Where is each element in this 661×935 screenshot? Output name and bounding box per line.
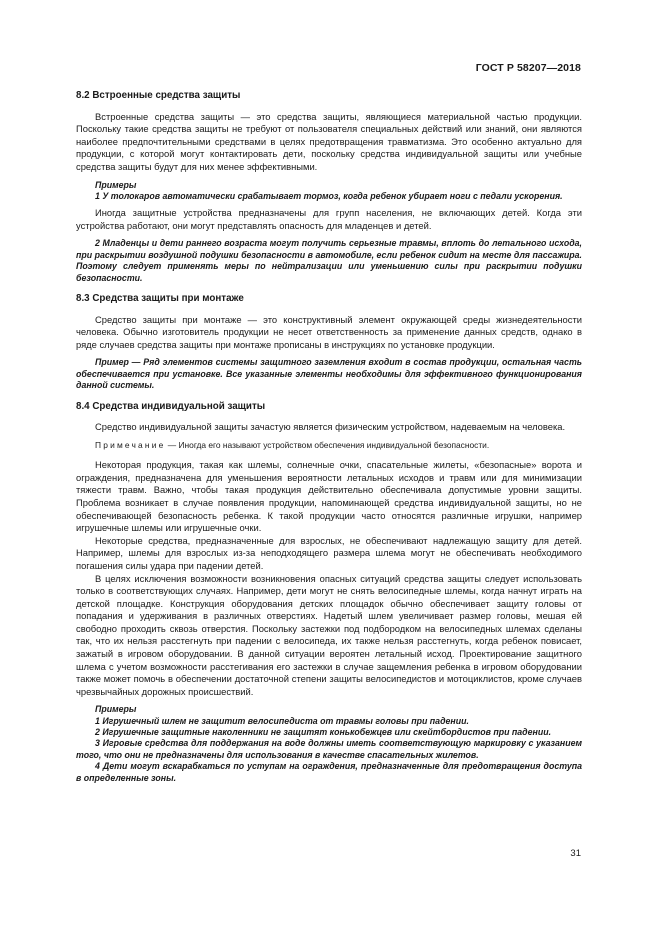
note — [76, 440, 582, 451]
section-heading: 8.2 Встроенные средства защиты — [76, 90, 241, 101]
example-item: 4 Дети могут вскарабкаться по уступам на ограждения, предназначенные для предотвращения доступа в определенные зоны. — [76, 761, 582, 783]
paragraph: Некоторая продукция, такая как шлемы, солнечные очки, спасательные жилеты, «безопасные» ворота и ограждения, предназначена для уменьшения вероятности летальных исходов и травм или для минимизации тяжести травм. Важно, чтобы такая продукция действительно обеспечивала допустимые уровни защиты. Проблема возникает в случае появления продукции, напоминающей средства индивидуальной защиты, но не обеспечивающей безопасность ребенка. К такой продукции часто относятся различные игрушки, например игрушечные шлемы или игрушечные очки. — [76, 459, 582, 534]
paragraph: Встроенные средства защиты — это средства защиты, являющиеся материальной частью продукции. Поскольку такие средства защиты не требуют от пользователя специальных действий или знаний, они являются наиболее предпочтительными средствами в целях предотвращения травматизма. Это особенно актуально для продукции, с которой могут контактировать дети, поскольку средства индивидуальной защиты или учебные средства защиты будут для них менее эффективными. — [76, 110, 582, 172]
section-heading: 8.3 Средства защиты при монтаже — [76, 292, 244, 304]
example-item: Пример — Ряд элементов системы защитного заземления входит в состав продукции, остальная часть обеспечивается при установке. Все указанные элементы необходимы для эффективного функционирования данной системы. — [76, 357, 582, 391]
section-8-4 — [76, 401, 582, 785]
paragraph: Средство индивидуальной защиты зачастую является физическим устройством, надеваемым на человека. — [95, 421, 566, 433]
note-text: — Иногда его называют устройством обеспечения индивидуальной безопасности. — [165, 439, 490, 450]
paragraph: Средство защиты при монтаже — это конструктивный элемент окружающей среды жизнедеятельности человека. Обычно изготовитель продукции не несет ответственность за применение данных средств, однако в ряде случаев средства защиты при монтаже прописаны в инструкциях по установке продукции. — [76, 313, 582, 350]
paragraph: В целях исключения возможности возникновения опасных ситуаций средства защиты следует использовать только в соответствующих случаях. Например, дети могут не снять велосипедные шлемы, когда начнут играть на детской площадке. Конструкция оборудования детских площадок обычно обеспечивает защиту головы от попадания и удерживания в различных отверстиях. Надетый шлем увеличивает размер головы, мешая ей свободно проходить сквозь отверстия. Поскольку застежки под подбородком на велосипедных шлемах сделаны так, что их нельзя расстегнуть при падении с велосипеда, их также нельзя расстегнуть, когда ребенок повисает, зажатый в игровом оборудовании. В данной ситуации вероятен летальный исход. Проектирование защитного шлема с учетом возможности расстегивания его застежки в случае защемления ребенка в игровом оборудовании также может помочь в обеспечении достаточной степени защиты велосипедистов и мотоциклистов, кроме случаев чрезвычайных дорожных происшествий. — [76, 572, 582, 697]
section-8-2 — [76, 90, 582, 284]
examples-title: Примеры — [95, 704, 137, 715]
example-item: 3 Игровые средства для поддержания на воде должны иметь соответствующую маркировку с указанием того, что они не предназначены для использования в качестве спасательных жилетов. — [76, 738, 582, 760]
section-8-3 — [76, 293, 582, 392]
page-number: 31 — [570, 848, 581, 859]
standard-number: ГОСТ Р 58207—2018 — [475, 62, 581, 74]
examples-title: Примеры — [95, 179, 137, 190]
note-label: Примечание — [95, 439, 166, 450]
example-item: 2 Игрушечные защитные наколенники не защитят конькобежцев или скейтбордистов при падении. — [95, 727, 552, 738]
section-heading: 8.4 Средства индивидуальной защиты — [76, 400, 266, 412]
example-item: 1 У толокаров автоматически срабатывает тормоз, когда ребенок убирает ноги с педали ускорения. — [95, 190, 563, 201]
example-item: 2 Младенцы и дети раннего возраста могут получить серьезные травмы, вплоть до летального исхода, при раскрытии воздушной подушки безопасности в автомобиле, если ребенок сидит на месте для пассажира. Поэтому следует применять меры по нейтрализации или уменьшению силы при раскрытии подушки безопасности. — [76, 238, 582, 283]
paragraph: Иногда защитные устройства предназначены для групп населения, не включающих детей. Когда эти устройства работают, они могут представлять опасность для младенцев и детей. — [76, 207, 582, 231]
paragraph: Некоторые средства, предназначенные для взрослых, не обеспечивают надлежащую защиту для детей. Например, шлемы для взрослых из-за неподходящего размера шлема могут не обеспечивать необходимого погашения силы удара при падении детей. — [76, 534, 582, 571]
example-item: 1 Игрушечный шлем не защитит велосипедиста от травмы головы при падении. — [95, 715, 469, 726]
page-content — [76, 90, 582, 784]
